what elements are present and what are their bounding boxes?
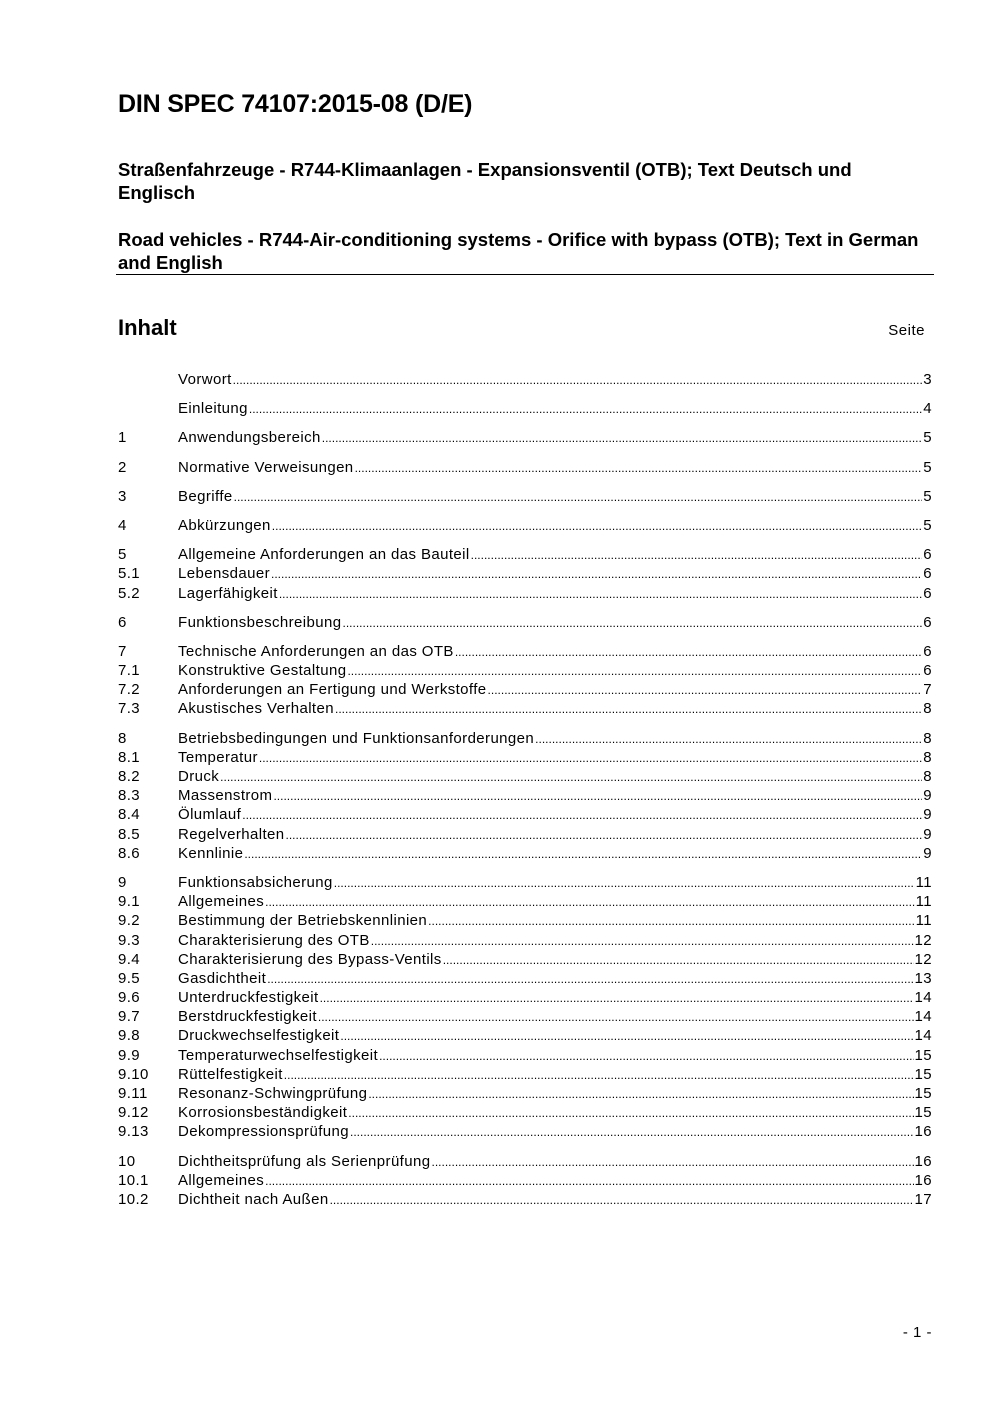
- toc-entry[interactable]: [118, 1046, 932, 1065]
- toc-entry[interactable]: [118, 844, 932, 863]
- toc-entry[interactable]: [118, 931, 932, 950]
- toc-dot-leader: [220, 767, 922, 787]
- toc-group: [118, 428, 932, 447]
- toc-entry-title: Charakterisierung des OTB: [178, 931, 370, 949]
- toc-entry[interactable]: [118, 642, 932, 661]
- toc-entry-title: Massenstrom: [178, 787, 273, 805]
- toc-entry[interactable]: [118, 584, 932, 603]
- toc-entry-page: 15: [914, 1046, 932, 1064]
- toc-dot-leader: [334, 873, 915, 893]
- toc-dot-leader: [259, 748, 922, 768]
- toc-entry-page: 9: [923, 844, 932, 862]
- toc-entry-page: 11: [915, 912, 932, 930]
- toc-dot-leader: [488, 680, 923, 700]
- toc-entry[interactable]: [118, 748, 932, 767]
- toc-dot-leader: [272, 516, 922, 536]
- toc-entry-number: 9.7: [118, 1008, 141, 1026]
- toc-entry[interactable]: [118, 1026, 932, 1045]
- toc-entry[interactable]: [118, 786, 932, 805]
- toc-dot-leader: [267, 969, 913, 989]
- toc-entry[interactable]: [118, 805, 932, 824]
- toc-dot-leader: [340, 1026, 913, 1046]
- toc-entry-title: Temperatur: [178, 748, 258, 766]
- toc-entry-number: 6: [118, 613, 127, 631]
- toc-entry-title: Regelverhalten: [178, 825, 285, 843]
- toc-group: [118, 873, 932, 1142]
- toc-entry-page: 14: [914, 1027, 932, 1045]
- toc-entry[interactable]: [118, 1084, 932, 1103]
- toc-entry-page: 8: [923, 748, 932, 766]
- toc-entry-number: 2: [118, 458, 127, 476]
- toc-entry[interactable]: [118, 1171, 932, 1190]
- toc-entry[interactable]: [118, 825, 932, 844]
- toc-dot-leader: [273, 786, 922, 806]
- toc-entry-number: 8: [118, 729, 127, 747]
- toc-entry-title: Temperaturwechselfestigkeit: [178, 1046, 379, 1064]
- toc-entry-title: Betriebsbedingungen und Funktionsanforderungen: [178, 729, 535, 747]
- toc-entry-number: 8.3: [118, 787, 141, 805]
- toc-entry-number: 7: [118, 642, 127, 660]
- toc-group: [118, 1152, 932, 1210]
- toc-entry-number: 8.5: [118, 825, 141, 843]
- toc-entry-title: Lebensdauer: [178, 565, 270, 583]
- toc-entry[interactable]: [118, 988, 932, 1007]
- toc-dot-leader: [322, 428, 923, 448]
- toc-entry[interactable]: [118, 969, 932, 988]
- toc-group: [118, 516, 932, 535]
- toc-entry-title: Druckwechselfestigkeit: [178, 1027, 340, 1045]
- toc-entry[interactable]: [118, 564, 932, 583]
- toc-entry-page: 16: [914, 1123, 932, 1141]
- toc-entry-page: 8: [923, 729, 932, 747]
- toc-entry-page: 9: [923, 806, 932, 824]
- toc-entry-page: 11: [915, 873, 932, 891]
- toc-dot-leader: [318, 1007, 914, 1027]
- toc-entry-page: 9: [923, 825, 932, 843]
- toc-group: [118, 545, 932, 603]
- toc-group: [118, 399, 932, 418]
- toc-dot-leader: [242, 805, 922, 825]
- toc-entry-page: 9: [923, 787, 932, 805]
- toc-entry[interactable]: [118, 1065, 932, 1084]
- toc-entry-page: 12: [914, 931, 932, 949]
- toc-entry-page: 15: [914, 1104, 932, 1122]
- toc-entry[interactable]: [118, 613, 932, 632]
- toc-entry-page: 7: [923, 681, 932, 699]
- toc-entry-page: 14: [914, 989, 932, 1007]
- toc-dot-leader: [284, 1065, 914, 1085]
- toc-entry-title: Berstdruckfestigkeit: [178, 1008, 317, 1026]
- toc-group: [118, 642, 932, 719]
- toc-entry-page: 8: [923, 768, 932, 785]
- toc-entry-title: Dichtheitsprüfung als Serienprüfung: [178, 1152, 431, 1170]
- toc-entry[interactable]: [118, 1122, 932, 1141]
- toc-entry-page: 5: [923, 487, 932, 505]
- toc-dot-leader: [443, 950, 914, 970]
- toc-dot-leader: [265, 1171, 913, 1191]
- toc-dot-leader: [455, 642, 922, 662]
- toc-entry-title: Gasdichtheit: [178, 969, 267, 987]
- toc-entry-page: 17: [914, 1190, 932, 1208]
- toc-dot-leader: [330, 1190, 914, 1210]
- toc-heading: Inhalt: [118, 315, 177, 340]
- toc-entry-number: 7.1: [118, 662, 141, 680]
- toc-entry-title: Akustisches Verhalten: [178, 700, 334, 718]
- toc-entry[interactable]: [118, 680, 932, 699]
- toc-entry-number: 9.4: [118, 950, 141, 968]
- toc-dot-leader: [343, 613, 923, 633]
- toc-entry-number: 9.12: [118, 1104, 149, 1122]
- toc-entry-number: 8.2: [118, 768, 141, 785]
- table-of-contents: [118, 370, 932, 1219]
- toc-entry-title: Unterdruckfestigkeit: [178, 989, 319, 1007]
- toc-entry-number: 8.4: [118, 806, 141, 824]
- document-title: DIN SPEC 74107:2015-08 (D/E): [118, 90, 473, 118]
- toc-entry-page: 15: [914, 1065, 932, 1083]
- toc-dot-leader: [279, 584, 922, 604]
- toc-group: [118, 613, 932, 632]
- toc-entry[interactable]: [118, 1103, 932, 1122]
- toc-dot-leader: [347, 661, 922, 681]
- toc-dot-leader: [535, 729, 922, 749]
- toc-entry-number: 9.2: [118, 912, 141, 930]
- toc-dot-leader: [428, 911, 914, 931]
- toc-entry-title: Funktionsbeschreibung: [178, 613, 342, 631]
- toc-entry-title: Lagerfähigkeit: [178, 584, 278, 602]
- toc-entry-page: 3: [923, 371, 932, 388]
- toc-entry-title: Allgemeines: [178, 1171, 265, 1189]
- toc-entry-page: 15: [914, 1085, 932, 1102]
- toc-entry-page: 5: [923, 516, 932, 534]
- toc-entry[interactable]: [118, 516, 932, 535]
- toc-entry-title: Kennlinie: [178, 844, 244, 862]
- toc-entry-title: Allgemeines: [178, 893, 265, 911]
- toc-entry-page: 14: [914, 1008, 932, 1026]
- toc-entry-number: 1: [118, 429, 127, 447]
- toc-entry-page: 6: [923, 546, 932, 564]
- toc-entry[interactable]: [118, 911, 932, 930]
- toc-group: [118, 729, 932, 863]
- toc-entry-title: Funktionsabsicherung: [178, 873, 333, 891]
- toc-entry-title: Normative Verweisungen: [178, 458, 354, 476]
- toc-entry-title: Technische Anforderungen an das OTB: [178, 642, 454, 660]
- toc-entry-number: 9.3: [118, 931, 141, 949]
- toc-entry[interactable]: [118, 545, 932, 564]
- toc-entry[interactable]: [118, 1152, 932, 1171]
- toc-entry-title: Dekompressionsprüfung: [178, 1123, 349, 1141]
- toc-dot-leader: [350, 1122, 914, 1142]
- toc-dot-leader: [320, 988, 914, 1008]
- toc-entry[interactable]: [118, 767, 932, 786]
- toc-dot-leader: [355, 458, 923, 478]
- toc-entry-number: 9.9: [118, 1046, 141, 1064]
- toc-entry[interactable]: [118, 1190, 932, 1209]
- toc-entry-number: 7.2: [118, 681, 141, 699]
- toc-entry-title: Konstruktive Gestaltung: [178, 662, 347, 680]
- toc-dot-leader: [249, 399, 922, 419]
- toc-entry-page: 6: [923, 584, 932, 602]
- toc-entry-number: 9.13: [118, 1123, 149, 1141]
- toc-entry-number: 4: [118, 516, 127, 534]
- toc-dot-leader: [371, 931, 914, 951]
- toc-entry-page: 16: [914, 1171, 932, 1189]
- toc-entry[interactable]: [118, 487, 932, 506]
- toc-entry[interactable]: [118, 892, 932, 911]
- toc-dot-leader: [234, 487, 923, 507]
- toc-entry-title: Dichtheit nach Außen: [178, 1190, 329, 1208]
- toc-entry-page: 13: [914, 969, 932, 987]
- page-number: - 1 -: [902, 1324, 932, 1341]
- toc-entry-title: Begriffe: [178, 487, 233, 505]
- toc-entry[interactable]: [118, 399, 932, 418]
- toc-entry-title: Abkürzungen: [178, 516, 271, 534]
- toc-dot-leader: [379, 1046, 913, 1066]
- toc-entry-number: 10: [118, 1152, 136, 1170]
- toc-entry-page: 4: [923, 400, 932, 418]
- toc-entry[interactable]: [118, 950, 932, 969]
- toc-entry-title: Druck: [178, 768, 220, 785]
- toc-entry-title: Ölumlauf: [178, 806, 242, 824]
- toc-entry-number: 8.6: [118, 844, 141, 862]
- toc-entry[interactable]: [118, 370, 932, 389]
- toc-entry-number: 5.2: [118, 584, 141, 602]
- toc-entry-number: 10.1: [118, 1171, 149, 1189]
- toc-entry-title: Anwendungsbereich: [178, 429, 321, 447]
- toc-entry-page: 8: [923, 700, 932, 718]
- toc-group: [118, 458, 932, 477]
- toc-entry-page: 6: [923, 662, 932, 680]
- toc-entry-title: Vorwort: [178, 371, 232, 388]
- toc-group: [118, 370, 932, 389]
- toc-dot-leader: [265, 892, 915, 912]
- toc-entry[interactable]: [118, 729, 932, 748]
- toc-entry-page: 5: [923, 429, 932, 447]
- toc-dot-leader: [271, 564, 922, 584]
- toc-entry-title: Allgemeine Anforderungen an das Bauteil: [178, 546, 470, 564]
- toc-entry-number: 9.5: [118, 969, 141, 987]
- toc-group: [118, 487, 932, 506]
- toc-entry-number: 9.6: [118, 989, 141, 1007]
- toc-entry[interactable]: [118, 1007, 932, 1026]
- toc-entry-number: 9.8: [118, 1027, 141, 1045]
- toc-entry-number: 9.10: [118, 1065, 149, 1083]
- toc-entry-number: 3: [118, 487, 127, 505]
- toc-entry-page: 6: [923, 565, 932, 583]
- toc-entry-number: 9.1: [118, 893, 141, 911]
- toc-dot-leader: [368, 1084, 913, 1104]
- toc-dot-leader: [431, 1152, 913, 1172]
- subtitle-english: Road vehicles - R744-Air-conditioning systems - Orifice with bypass (OTB); Text in German and English: [118, 229, 919, 273]
- toc-dot-leader: [471, 545, 923, 565]
- toc-entry-page: 16: [914, 1152, 932, 1170]
- toc-entry[interactable]: [118, 458, 932, 477]
- toc-dot-leader: [286, 825, 923, 845]
- toc-entry-title: Bestimmung der Betriebskennlinien: [178, 912, 428, 930]
- toc-entry-number: 8.1: [118, 748, 141, 766]
- toc-entry-number: 9.11: [118, 1085, 148, 1102]
- toc-entry-number: 5: [118, 546, 127, 564]
- toc-dot-leader: [335, 699, 922, 719]
- toc-dot-leader: [233, 370, 923, 390]
- toc-entry[interactable]: [118, 873, 932, 892]
- toc-dot-leader: [348, 1103, 913, 1123]
- toc-entry-title: Rüttelfestigkeit: [178, 1065, 283, 1083]
- toc-entry-number: 5.1: [118, 565, 141, 583]
- toc-dot-leader: [244, 844, 922, 864]
- toc-entry[interactable]: [118, 699, 932, 718]
- toc-page-column-label: Seite: [888, 322, 925, 339]
- toc-entry-title: Korrosionsbeständigkeit: [178, 1104, 348, 1122]
- toc-entry-title: Anforderungen an Fertigung und Werkstoffe: [178, 681, 487, 699]
- toc-entry[interactable]: [118, 661, 932, 680]
- toc-entry-title: Resonanz-Schwingprüfung: [178, 1085, 368, 1102]
- header-divider: [116, 274, 934, 275]
- toc-entry-page: 6: [923, 642, 932, 660]
- toc-entry-number: 7.3: [118, 700, 141, 718]
- toc-entry-number: 9: [118, 873, 127, 891]
- subtitle-german: Straßenfahrzeuge - R744-Klimaanlagen - Expansionsventil (OTB); Text Deutsch und Englisch: [118, 159, 852, 203]
- toc-entry-number: 10.2: [118, 1190, 149, 1208]
- toc-entry-title: Charakterisierung des Bypass-Ventils: [178, 950, 442, 968]
- toc-entry[interactable]: [118, 428, 932, 447]
- toc-entry-page: 11: [915, 893, 932, 911]
- toc-entry-title: Einleitung: [178, 400, 248, 418]
- toc-entry-page: 5: [923, 458, 932, 476]
- toc-entry-page: 6: [923, 613, 932, 631]
- toc-entry-page: 12: [914, 950, 932, 968]
